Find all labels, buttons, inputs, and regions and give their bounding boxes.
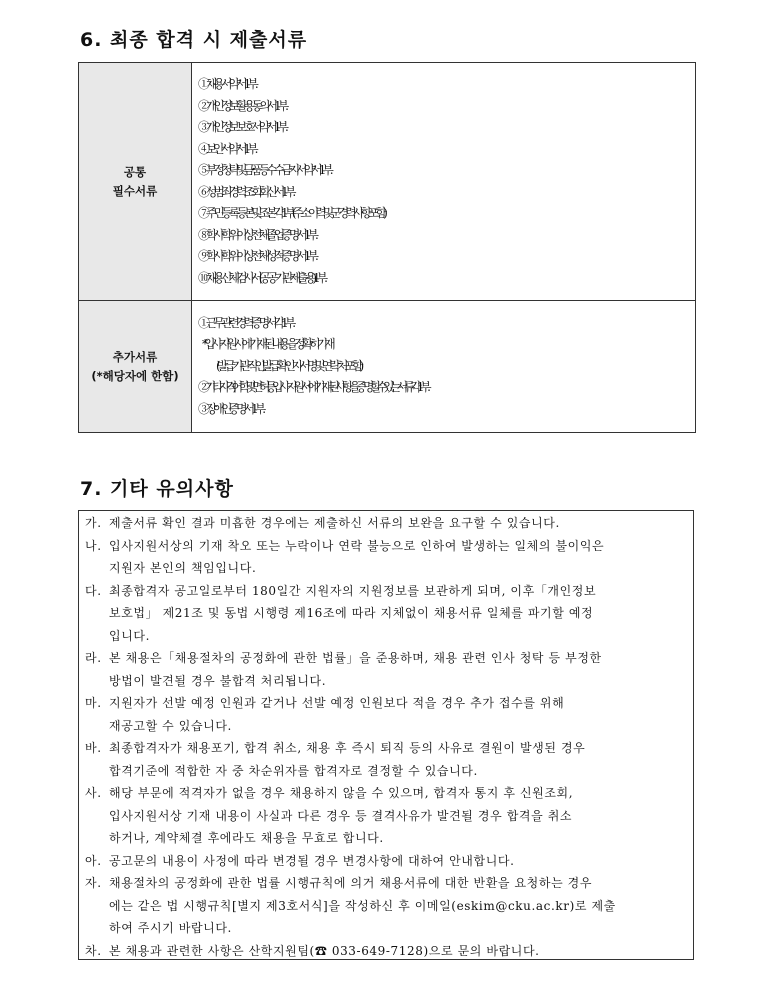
common-item: ⑩ 채용 신체검사서(공공기관 제출용) 1부. <box>198 270 324 285</box>
note-item <box>85 580 685 648</box>
additional-item: ③ 장애인 증명서 1부. <box>198 401 263 416</box>
section-7-title: 7. 기타 유의사항 <box>80 478 234 500</box>
additional-documents-row <box>79 301 696 433</box>
note-line: 최종합격자 공고일로부터 180일간 지원자의 지원정보를 보관하게 되며, 이후「개인정보 <box>109 583 597 598</box>
common-label-line1: 공통 <box>123 164 147 179</box>
additional-documents-label <box>79 301 192 433</box>
common-item: ④ 보안 서약서 1부. <box>198 141 255 156</box>
additional-documents-list <box>192 301 696 433</box>
common-documents-label <box>79 63 192 301</box>
note-line: 제출서류 확인 결과 미흡한 경우에는 제출하신 서류의 보완을 요구할 수 있습니다. <box>109 516 560 530</box>
note-body <box>109 647 685 692</box>
common-documents-list <box>192 63 696 301</box>
note-label: 사. <box>85 786 102 800</box>
note-body <box>109 512 685 535</box>
note-label: 아. <box>85 853 102 868</box>
note-line: 본 채용은「채용절차의 공정화에 관한 법률」을 준용하며, 채용 관련 인사 청탁 등 부정한 <box>109 651 602 665</box>
additional-label-line1: 추가서류 <box>112 349 158 364</box>
note-body <box>109 872 685 940</box>
note-label: 바. <box>85 741 102 755</box>
note-item <box>85 692 685 737</box>
note-line: 입사지원서상의 기재 착오 또는 누락이나 연락 불능으로 인하여 발생하는 일체의 불이익은 <box>109 538 605 553</box>
note-line: 하거나, 계약체결 후에라도 채용을 무효로 합니다. <box>109 831 384 845</box>
submission-documents-table <box>78 62 696 433</box>
additional-item-note: (발급기관 직인, 발급 확인자 서명 및 연락처 포함) <box>216 358 361 373</box>
additional-item-note: * 입사 지원 시에 기재된 내용을 정확히 기재 <box>202 337 332 352</box>
note-line: 합격기준에 적합한 자 중 차순위자를 합격자로 결정할 수 있습니다. <box>109 763 478 778</box>
note-line: 최종합격자가 채용포기, 합격 취소, 채용 후 즉시 퇴직 등의 사유로 결원이 발생된 경우 <box>109 741 586 755</box>
common-item: ⑧ 학사학위 이상 전체 졸업증명서 1부. <box>198 227 315 242</box>
note-line: 채용절차의 공정화에 관한 법률 시행규칙에 의거 채용서류에 대한 반환을 요청하는 경우 <box>109 876 593 890</box>
note-label: 다. <box>85 583 102 598</box>
note-label: 라. <box>85 651 102 665</box>
note-line: 해당 부문에 적격자가 없을 경우 채용하지 않을 수 있으며, 합격자 통지 후 신원조회, <box>109 786 574 800</box>
note-item <box>85 850 685 873</box>
note-line: 공고문의 내용이 사정에 따라 변경될 경우 변경사항에 대하여 안내합니다. <box>109 853 515 868</box>
note-item <box>85 940 685 963</box>
additional-item: ② 기타 자격, 어학 및 면허 등 입사지원서에 기재된 사항을 증명할 수 있는 서류 각 1부. <box>198 380 427 395</box>
note-line: 방법이 발견될 경우 불합격 처리됩니다. <box>109 673 327 688</box>
note-item <box>85 737 685 782</box>
note-item <box>85 872 685 940</box>
note-line: 하여 주시기 바랍니다. <box>109 921 232 935</box>
additional-label-line2: (*해당자에 한함) <box>91 368 179 383</box>
common-item: ② 개인정보활용동의서 1부. <box>198 98 285 113</box>
note-body <box>109 782 685 850</box>
common-item: ⑥ 성범죄 경력조회 회신서 1부. <box>198 184 293 199</box>
common-label-line2: 필수서류 <box>112 183 158 198</box>
note-label: 자. <box>85 876 102 890</box>
common-item: ③ 개인정보보호 서약서 1부. <box>198 120 285 134</box>
note-line: 본 채용과 관련한 사항은 산학지원팀(☎ 033-649-7128)으로 문의 바랍니다. <box>109 943 540 958</box>
note-line: 지원자가 선발 예정 인원과 같거나 선발 예정 인원보다 적을 경우 추가 접수를 위해 <box>109 696 565 710</box>
common-item: ⑤ 부정청탁 및 금품등 수수 금지 서약서 1부. <box>198 163 330 177</box>
common-item: ① 채용서약서 1부. <box>198 77 255 91</box>
note-label: 차. <box>85 943 102 958</box>
note-body <box>109 850 685 873</box>
note-body <box>109 737 685 782</box>
common-item: ⑨ 학사학위 이상 전체 성적증명서 1부. <box>198 249 315 263</box>
note-line: 입니다. <box>109 628 150 643</box>
note-line: 에는 같은 법 시행규칙[별지 제3호서식]을 작성하신 후 이메일(eskim@cku.ac.kr)로 제출 <box>109 898 616 913</box>
note-body <box>109 580 685 648</box>
note-item <box>85 535 685 580</box>
note-line: 보호법」 제21조 및 동법 시행령 제16조에 따라 지체없이 채용서류 일체를 파기할 예정 <box>109 606 594 620</box>
note-body <box>109 940 685 963</box>
note-item <box>85 647 685 692</box>
common-documents-row <box>79 63 696 301</box>
note-item <box>85 512 685 535</box>
note-line: 재공고할 수 있습니다. <box>109 718 232 733</box>
note-label: 나. <box>85 538 102 553</box>
note-label: 가. <box>85 516 102 530</box>
note-body <box>109 535 685 580</box>
additional-item: ① 근무 관련 경력증명서 각 1부. <box>198 315 293 330</box>
note-line: 지원자 본인의 책임입니다. <box>109 561 257 575</box>
note-line: 입사지원서상 기재 내용이 사실과 다른 경우 등 결격사유가 발견될 경우 합격을 취소 <box>109 808 573 823</box>
note-item <box>85 782 685 850</box>
note-label: 마. <box>85 696 102 710</box>
common-item: ⑦ 주민등록등본 및 조본 각 1부. (주소이력 및 군경력사항 포함) <box>198 206 384 220</box>
note-body <box>109 692 685 737</box>
section-6-title: 6. 최종 합격 시 제출서류 <box>80 29 308 51</box>
notes-box <box>78 510 694 960</box>
